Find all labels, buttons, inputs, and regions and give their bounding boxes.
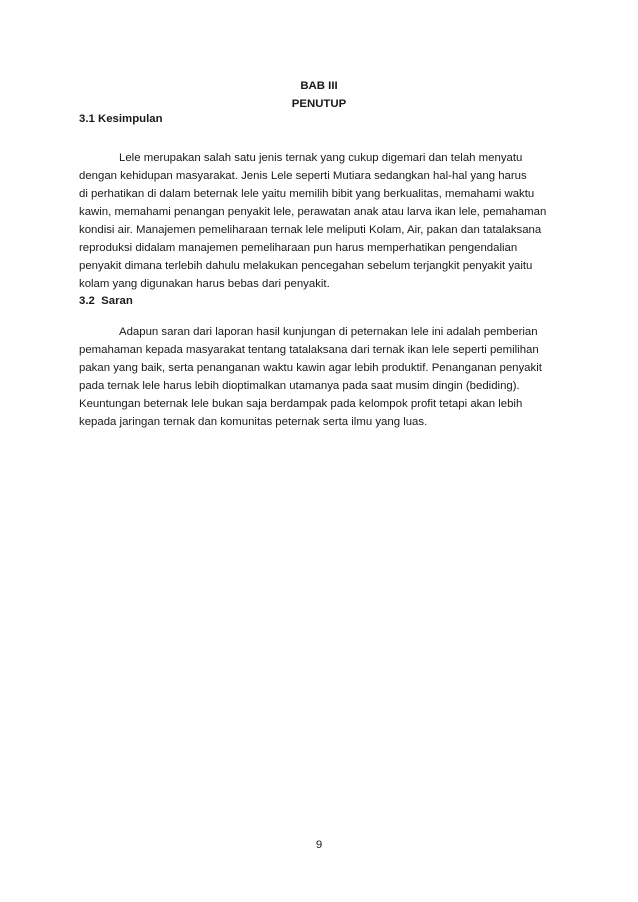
paragraph-line: kepada jaringan ternak dan komunitas peternak serta ilmu yang luas. — [79, 416, 428, 428]
section-heading-kesimpulan: 3.1 Kesimpulan — [79, 113, 163, 125]
paragraph-line: dengan kehidupan masyarakat. Jenis Lele seperti Mutiara sedangkan hal-hal yang harus — [79, 170, 527, 182]
chapter-number: BAB III — [300, 80, 338, 92]
paragraph-kesimpulan — [79, 149, 579, 293]
paragraph-saran — [79, 323, 579, 431]
chapter-title: PENUTUP — [291, 98, 347, 110]
paragraph-line: reproduksi didalam manajemen pemeliharaan pun harus memperhatikan pengendalian — [79, 242, 518, 254]
paragraph-line: kolam yang digunakan harus bebas dari penyakit. — [79, 278, 330, 290]
paragraph-line: Adapun saran dari laporan hasil kunjungan di peternakan lele ini adalah pemberian — [119, 326, 538, 338]
paragraph-line: penyakit dimana terlebih dahulu melakukan pencegahan sebelum terjangkit penyakit yaitu — [79, 260, 533, 272]
page-number: 9 — [315, 839, 323, 851]
paragraph-line: pemahaman kepada masyarakat tentang tatalaksana dari ternak ikan lele seperti pemilihan — [79, 344, 539, 356]
paragraph-line: pada ternak lele harus lebih dioptimalkan utamanya pada saat musim dingin (bediding). — [79, 380, 520, 392]
paragraph-line: kondisi air. Manajemen pemeliharaan ternak lele meliputi Kolam, Air, pakan dan tatalaksana — [79, 224, 542, 236]
section-heading-saran: 3.2 Saran — [79, 295, 133, 307]
paragraph-line: pakan yang baik, serta penanganan waktu kawin agar lebih produktif. Penanganan penyakit — [79, 362, 542, 374]
paragraph-line: Keuntungan beternak lele bukan saja berdampak pada kelompok profit tetapi akan lebih — [79, 398, 523, 410]
paragraph-line: kawin, memahami penangan penyakit lele, perawatan anak atau larva ikan lele, pemahaman — [79, 206, 547, 218]
paragraph-line: di perhatikan di dalam beternak lele yaitu memilih bibit yang berkualitas, memahami waktu — [79, 188, 535, 200]
paragraph-line: Lele merupakan salah satu jenis ternak yang cukup digemari dan telah menyatu — [119, 152, 523, 164]
